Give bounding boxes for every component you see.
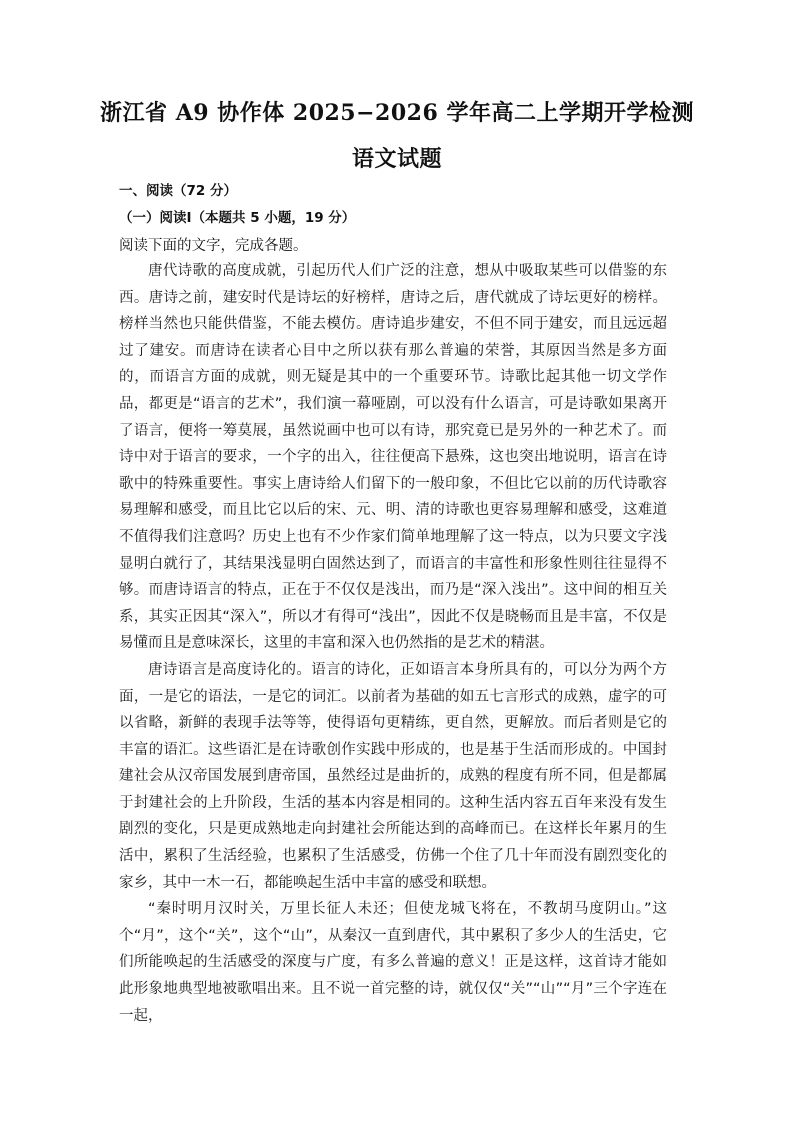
passage-paragraph-2: 唐诗语言是高度诗化的。语言的诗化，正如语言本身所具有的，可以分为两个方面，一是它的语法，一是它的词汇。以前者为基础的如五七言形式的成熟，虚字的可以省略，新鲜的表现手法等等，使得语句更精练，更自然，更解放。而后者则是它的丰富的语汇。这些语汇是在诗歌创作实践中形成的，也是基于生活而形成的。中国封建社会从汉帝国发展到唐帝国，虽然经过是曲折的，成熟的程度有所不同，但是都属于封建社会的上升阶段，生活的基本内容是相同的。这种生活内容五百年来没有发生剧烈的变化，只是更成熟地走向封建社会所能达到的高峰而已。在这样长年累月的生活中，累积了生活经验，也累积了生活感受，仿佛一个住了几十年而没有剧烈变化的家乡，其中一木一石，都能唤起生活中丰富的感受和联想。	[119, 661, 667, 891]
subsection-heading: （一）阅读Ⅰ（本题共 5 小题，19 分）	[119, 210, 356, 226]
exam-subject-title: 语文试题	[351, 146, 442, 172]
instruction-text: 阅读下面的文字，完成各题。	[119, 238, 308, 254]
passage-body	[119, 258, 667, 1029]
exam-title: 浙江省 A9 协作体 2025−2026 学年高二上学期开学检测	[100, 100, 694, 126]
passage-paragraph-3: “秦时明月汉时关，万里长征人未还；但使龙城飞将在，不教胡马度阴山。”这个“月”，这个“关”，这个“山”，从秦汉一直到唐代，其中累积了多少人的生活史，它们所能唤起的生活感受的深度与广度，有多么普遍的意义！正是这样，这首诗才能如此形象地典型地被歌唱出来。且不说一首完整的诗，就仅仅“关”“山”“月”三个字连在一起，	[119, 901, 667, 1024]
section-heading: 一、阅读（72 分）	[119, 183, 237, 199]
passage-paragraph-1: 唐代诗歌的高度成就，引起历代人们广泛的注意，想从中吸取某些可以借鉴的东西。唐诗之前，建安时代是诗坛的好榜样，唐诗之后，唐代就成了诗坛更好的榜样。榜样当然也只能供借鉴，不能去模仿。唐诗追步建安，不但不同于建安，而且远远超过了建安。而唐诗在读者心目中之所以获有那么普遍的荣誉，其原因当然是多方面的，而语言方面的成就，则无疑是其中的一个重要环节。诗歌比起其他一切文学作品，都更是“语言的艺术”，我们演一幕哑剧，可以没有什么语言，可是诗歌如果离开了语言，便将一筹莫展，虽然说画中也可以有诗，那究竟已是另外的一种艺术了。而诗中对于语言的要求，一个字的出入，往往便高下悬殊，这也突出地说明，语言在诗歌中的特殊重要性。事实上唐诗给人们留下的一般印象，不但比它以前的历代诗歌容易理解和感受，而且比它以后的宋、元、明、清的诗歌也更容易理解和感受，这难道不值得我们注意吗？历史上也有不少作家们简单地理解了这一特点，以为只要文字浅显明白就行了，其结果浅显明白固然达到了，而语言的丰富性和形象性则往往显得不够。而唐诗语言的特点，正在于不仅仅是浅出，而乃是“深入浅出”。这中间的相互关系，其实正因其“深入”，所以才有得可“浅出”，因此不仅是晓畅而且是丰富，不仅是易懂而且是意味深长，这里的丰富和深入也仍然指的是艺术的精湛。	[119, 263, 667, 652]
